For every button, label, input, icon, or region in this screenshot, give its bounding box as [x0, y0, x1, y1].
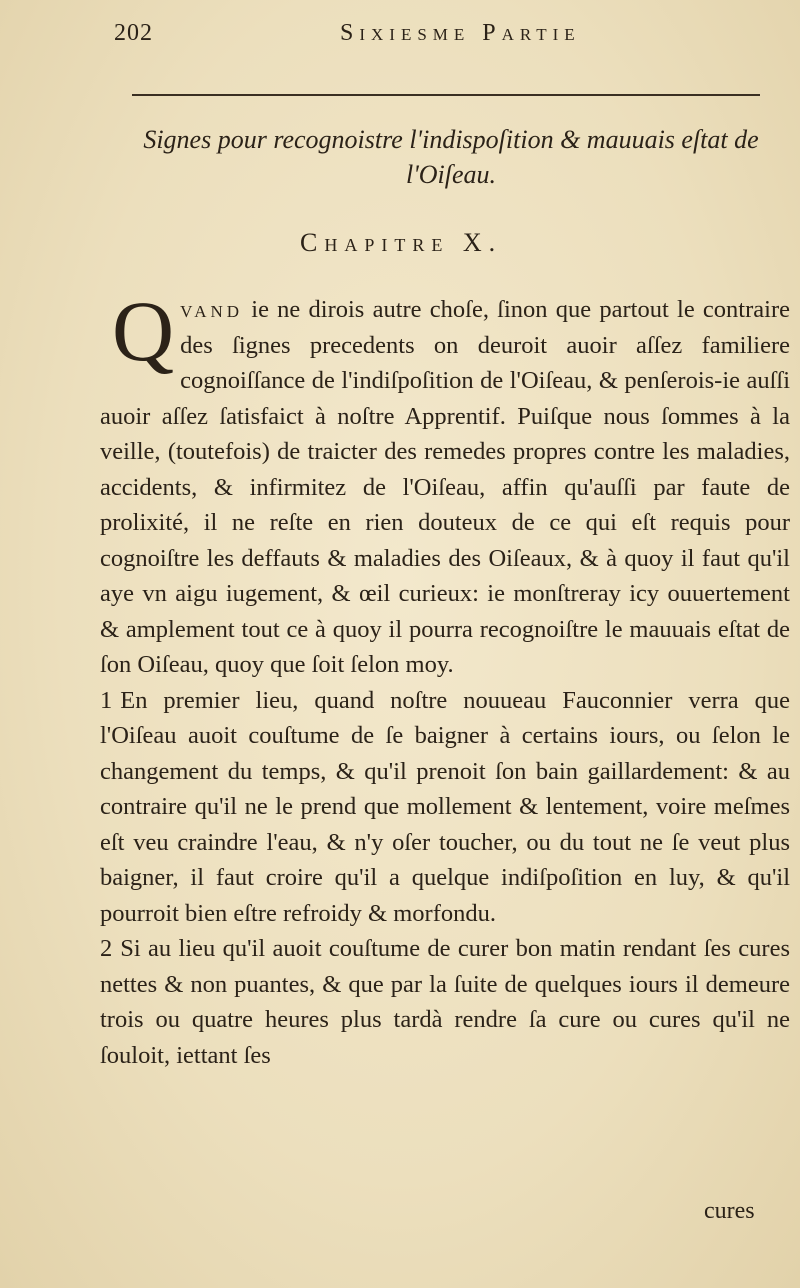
- running-head: Sixiesme Partie: [340, 20, 581, 46]
- intro-paragraph: [100, 283, 790, 683]
- catchword: cures: [704, 1198, 755, 1224]
- list-item: [100, 683, 790, 932]
- item-number: 1: [100, 686, 113, 714]
- list-item: [100, 931, 790, 1073]
- intro-text: ie ne dirois autre choſe, ſinon que partout le contraire des ſignes precedents on deuroit auoir aſſez familiere cognoiſſance de l'indiſpoſition de l'Oiſeau, & penſerois-ie auſſi auoir aſſez ſatisfaict à noſtre Apprentif. Puiſque nous ſommes à la veille, (toutefois) de traicter des remedes propres contre les maladies, accidents, & infirmitez de l'Oiſeau, affin qu'auſſi par faute de prolixité, il ne reſte en rien douteux de ce qui eſt requis pour cognoiſtre les deffauts & maladies des Oiſeaux, & à quoy il faut qu'il aye vn aigu iugement, & œil curieux: ie monſtreray icy ouuertement & amplement tout ce à quoy il pourra recognoiſtre le mauuais eſtat de ſon Oiſeau, quoy que ſoit ſelon moy.: [100, 296, 790, 678]
- item-number: 2: [100, 935, 113, 962]
- lead-word: vand: [180, 296, 244, 323]
- drop-cap: Q: [112, 283, 175, 379]
- item-text: En premier lieu, quand noſtre nouueau Fauconnier verra que l'Oiſeau auoit couſtume de ſe baigner à certains iours, ou ſelon le changement du temps, & qu'il prenoit ſon bain gaillardement: & au contraire qu'il ne le prend que mollement & lentement, voire meſmes eſt veu craindre l'eau, & n'y oſer toucher, ou du tout ne ſe veut plus baigner, il faut croire qu'il a quelque indiſpoſition en luy, & qu'il pourroit bien eſtre refroidy & morfondu.: [100, 686, 790, 927]
- header-rule: [132, 94, 760, 96]
- chapter-heading: Chapitre X.: [300, 228, 503, 257]
- page-number: 202: [114, 20, 153, 46]
- section-title: Signes pour recognoistre l'indispoſition & mauuais eſtat de l'Oiſeau.: [143, 125, 759, 189]
- body-text: [100, 283, 790, 1073]
- item-text: Si au lieu qu'il auoit couſtume de curer bon matin rendant ſes cures nettes & non puantes, & que par la ſuite de quelques iours il demeure trois ou quatre heures plus tardà rendre ſa cure ou cures qu'il ne ſouloit, iettant ſes: [100, 935, 790, 1069]
